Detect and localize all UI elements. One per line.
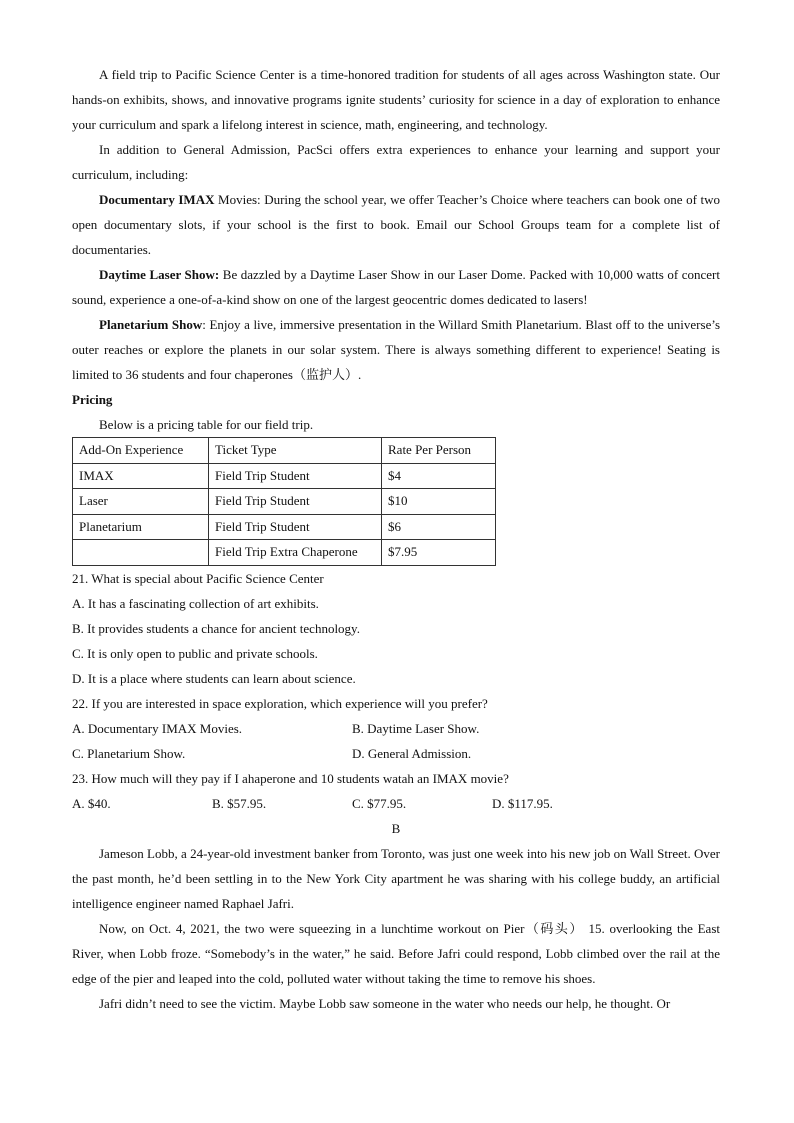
table-header-cell: Add-On Experience <box>73 438 209 464</box>
question-22-options <box>72 716 720 766</box>
table-cell: $4 <box>382 463 496 489</box>
table-cell: $7.95 <box>382 540 496 566</box>
experience-title: Daytime Laser Show: <box>99 267 220 282</box>
experience-text: Movies: During the school year, we offer Teacher’s Choice where teachers can book one of two open documentary slots, if your school is the first to book. Email our School Groups team for a complete list of documentaries. <box>72 192 721 257</box>
pricing-intro: Below is a pricing table for our field trip. <box>99 417 314 432</box>
section-b-paragraph-3: Jafri didn’t need to see the victim. Maybe Lobb saw someone in the water who needs our help, he thought. Or <box>99 995 671 1011</box>
section-b-paragraph-2: Now, on Oct. 4, 2021, the two were squeezing in a lunchtime workout on Pier（码头） 15. overlooking the East River, when Lobb froze. “Somebody’s in the water,” he said. Before Jafri could respond, Lobb climbed over the rail at the edge of the pier and leaped into the cold, polluted water without taking the time to remove his shoes. <box>72 920 720 986</box>
experience-text: : Enjoy a live, immersive presentation in the Willard Smith Planetarium. Blast off to the universe’s outer reaches or explore the planets in our solar system. There is always something different to experience! Seating is limited to 36 students and four chaperones（监护人）. <box>72 317 721 382</box>
table-cell: $10 <box>382 489 496 515</box>
experience-title: Documentary IMAX <box>99 192 215 207</box>
table-header-cell: Ticket Type <box>209 438 382 464</box>
question-21-stem: 21. What is special about Pacific Science Center <box>72 570 324 586</box>
question-21-option-c: C. It is only open to public and private schools. <box>72 645 318 661</box>
question-22-option-d: D. General Admission. <box>352 745 472 761</box>
table-cell: $6 <box>382 514 496 540</box>
intro-paragraph-2: In addition to General Admission, PacSci offers extra experiences to enhance your learning and support your curriculum, including: <box>72 142 720 182</box>
table-cell: Planetarium <box>73 514 209 540</box>
question-23-option-b: B. $57.95. <box>212 795 267 811</box>
section-b-label: B <box>391 820 401 836</box>
table-row <box>73 514 496 540</box>
question-21-option-b: B. It provides students a chance for ancient technology. <box>72 620 360 636</box>
experience-imax <box>72 187 720 262</box>
table-cell: Field Trip Student <box>209 514 382 540</box>
experience-title: Planetarium Show <box>99 317 203 332</box>
question-22-option-b: B. Daytime Laser Show. <box>352 720 480 736</box>
experience-text: Be dazzled by a Daytime Laser Show in our Laser Dome. Packed with 10,000 watts of concert sound, experience a one-of-a-kind show on one of the largest geocentric domes dedicated to lasers! <box>72 267 720 307</box>
table-header-row <box>73 438 496 464</box>
section-b-paragraph-1: Jameson Lobb, a 24-year-old investment banker from Toronto, was just one week into his new job on Wall Street. Over the past month, he’d been settling in to the New York City apartment he was sharing with his college buddy, an artificial intelligence engineer named Raphael Jafri. <box>72 845 720 911</box>
table-cell: IMAX <box>73 463 209 489</box>
table-cell: Field Trip Student <box>209 463 382 489</box>
table-cell: Laser <box>73 489 209 515</box>
experience-planetarium <box>72 312 720 387</box>
question-23-option-a: A. $40. <box>72 795 111 811</box>
table-row <box>73 540 496 566</box>
question-23-options <box>72 791 720 816</box>
table-cell: Field Trip Extra Chaperone <box>209 540 382 566</box>
table-row <box>73 463 496 489</box>
question-23-option-d: D. $117.95. <box>492 795 553 811</box>
pricing-heading: Pricing <box>72 392 113 407</box>
intro-paragraph-1: A field trip to Pacific Science Center is a time-honored tradition for students of all ages across Washington state. Our hands-on exhibits, shows, and innovative programs ignite students’ curiosity for science in a day of exploration to enhance your curriculum and spark a lifelong interest in science, math, engineering, and technology. <box>72 67 720 132</box>
table-row <box>73 489 496 515</box>
document-page <box>72 62 720 1016</box>
question-23-stem: 23. How much will they pay if I ahaperone and 10 students watah an IMAX movie? <box>72 770 509 786</box>
question-21-option-d: D. It is a place where students can learn about science. <box>72 670 356 686</box>
table-cell: Field Trip Student <box>209 489 382 515</box>
experience-laser <box>72 262 720 312</box>
question-22-stem: 22. If you are interested in space exploration, which experience will you prefer? <box>72 695 488 711</box>
question-21-option-a: A. It has a fascinating collection of art exhibits. <box>72 595 319 611</box>
question-22-option-c: C. Planetarium Show. <box>72 745 186 761</box>
question-23-option-c: C. $77.95. <box>352 795 407 811</box>
pricing-table <box>72 437 496 566</box>
table-header-cell: Rate Per Person <box>382 438 496 464</box>
table-cell <box>73 540 209 566</box>
question-22-option-a: A. Documentary IMAX Movies. <box>72 720 243 736</box>
